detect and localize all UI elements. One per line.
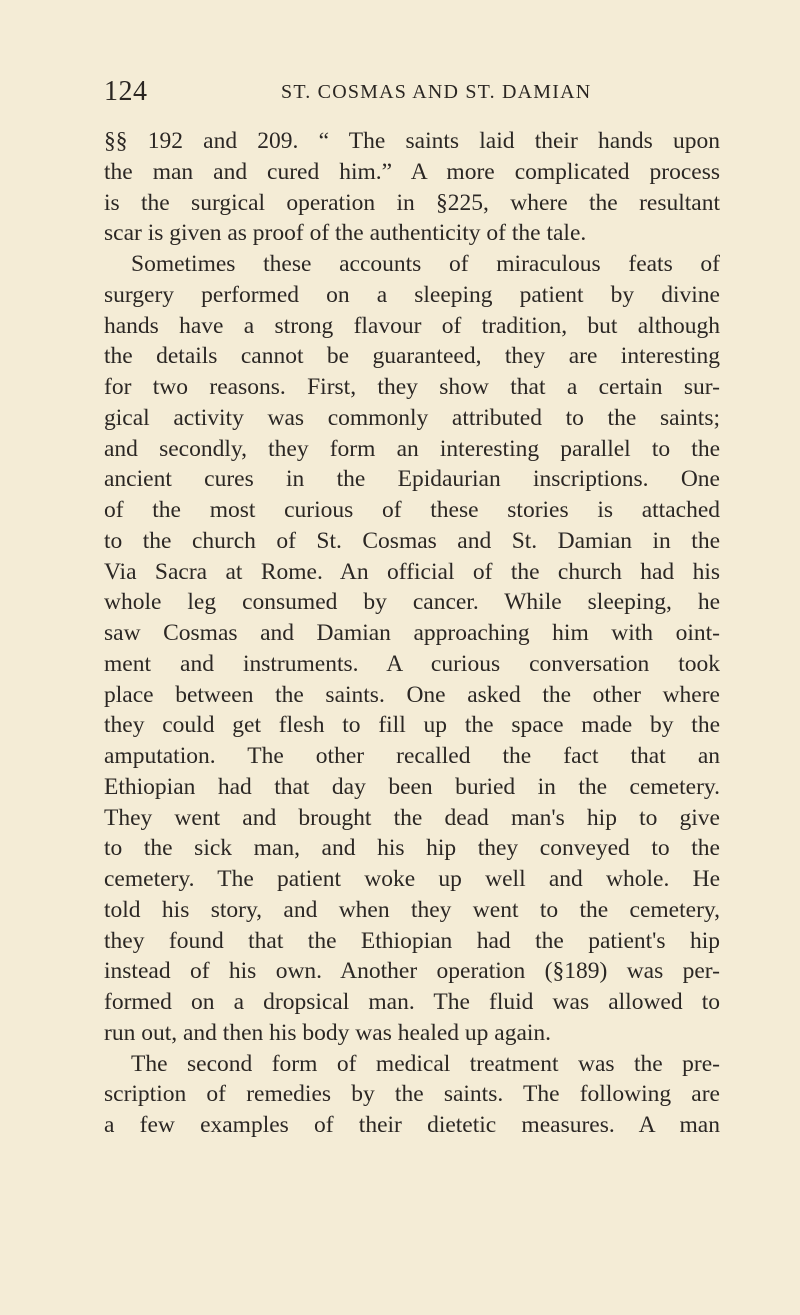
text-line: the details cannot be guaranteed, they are interesting [104,343,720,370]
text-line: The second form of medical treatment was the pre- [131,1050,720,1077]
body-text [104,126,720,1141]
text-line: §§ 192 and 209. “ The saints laid their hands upon [104,128,720,154]
text-line: ancient cures in the Epidaurian inscriptions. One [104,466,720,493]
text-line: for two reasons. First, they show that a certain sur- [104,374,720,400]
text-line: They went and brought the dead man's hip to give [104,804,720,831]
text-line: surgery performed on a sleeping patient by divine [104,281,720,308]
text-line: is the surgical operation in §225, where the resultant [104,189,720,216]
text-line: saw Cosmas and Damian approaching him with oint- [104,620,720,646]
page-number: 124 [104,76,148,107]
text-line: place between the saints. One asked the other where [104,681,720,708]
text-line: and secondly, they form an interesting parallel to the [104,435,720,462]
text-line: run out, and then his body was healed up again. [104,1019,552,1046]
text-line: told his story, and when they went to the cemetery, [104,896,720,923]
text-line: scription of remedies by the saints. The following are [104,1081,720,1108]
text-line: cemetery. The patient woke up well and whole. He [104,866,720,892]
text-line: the man and cured him.” A more complicated process [104,158,720,185]
text-line: instead of his own. Another operation (§189) was per- [104,958,720,985]
text-line: Via Sacra at Rome. An official of the church had his [104,558,720,585]
text-line: amputation. The other recalled the fact that an [104,743,720,769]
text-line: scar is given as proof of the authenticity of the tale. [104,220,587,247]
text-line: ment and instruments. A curious conversation took [104,650,720,677]
text-line: to the church of St. Cosmas and St. Damian in the [104,527,720,554]
text-line: Ethiopian had that day been buried in the cemetery. [104,773,720,800]
text-line: of the most curious of these stories is attached [104,497,720,523]
text-line: they could get flesh to fill up the space made by the [104,712,720,739]
text-line: whole leg consumed by cancer. While sleeping, he [104,589,720,616]
text-line: to the sick man, and his hip they conveyed to the [104,835,720,862]
text-line: gical activity was commonly attributed to the saints; [104,404,720,431]
text-line: formed on a dropsical man. The fluid was allowed to [104,989,720,1015]
running-title: ST. COSMAS AND ST. DAMIAN [281,81,592,103]
text-line: hands have a strong flavour of tradition, but although [104,312,720,339]
running-header [104,76,600,108]
text-line: a few examples of their dietetic measures. A man [104,1112,720,1138]
text-line: they found that the Ethiopian had the patient's hip [104,927,720,954]
text-line: Sometimes these accounts of miraculous feats of [131,251,720,277]
